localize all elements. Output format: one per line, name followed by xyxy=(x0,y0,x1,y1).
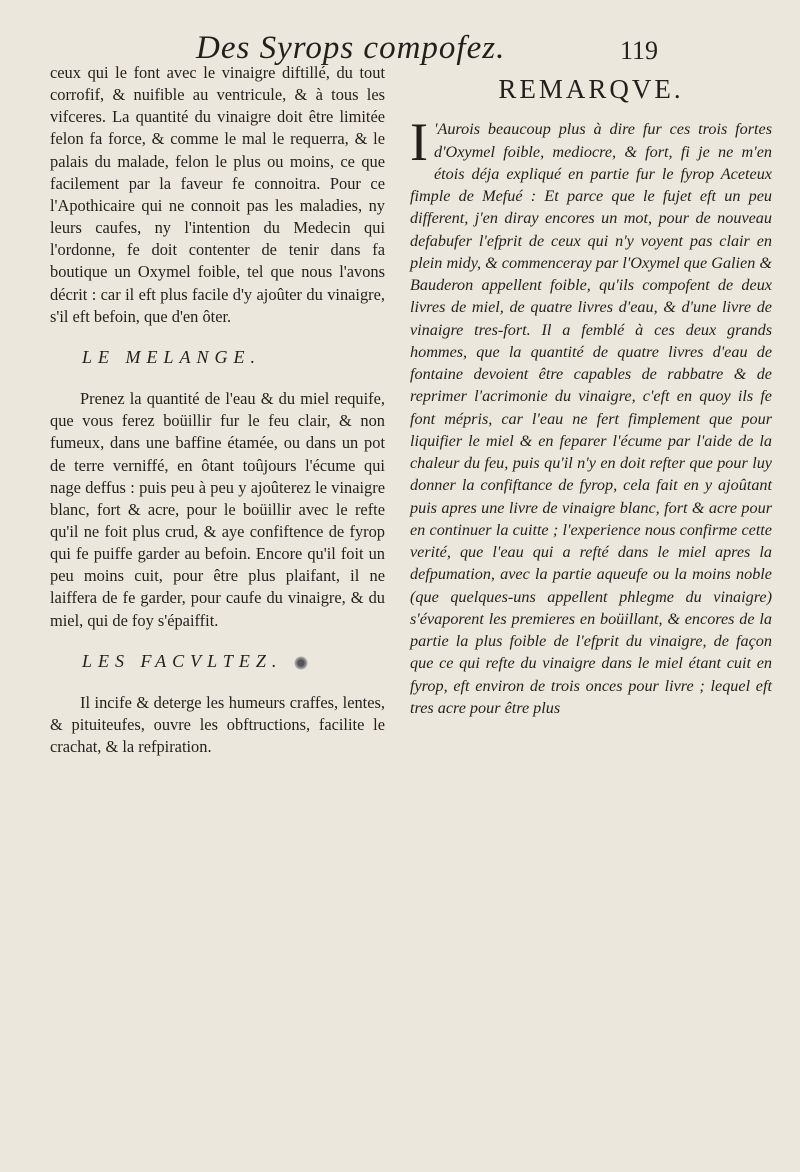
heading-le-melange: LE MELANGE. xyxy=(82,346,262,367)
running-title: Des Syrops compofez. xyxy=(196,30,506,66)
left-column xyxy=(50,62,385,758)
paragraph-remarque xyxy=(410,112,772,719)
ornament-icon xyxy=(294,656,308,670)
heading-remarque: REMARQVE. xyxy=(498,74,684,104)
drop-cap: I xyxy=(410,112,428,173)
paragraph-intro: ceux qui le font avec le vinaigre diftillé, du tout corrofif, & nuifible au ventricule, & à tous les vifceres. La quantité du vinaigre doit être limitée felon fa force, & comme le mal le requerra, & le palais du malade, felon le plus ou moins, ce que facilement par la faveur fe connoitra. Pour ce l'Apothicaire qui ne connoit pas les maladies, ny leurs caufes, ny l'intention du Medecin qui l'ordonne, fe doit contenter de tenir dans fa boutique un Oxymel foible, tel que nous l'avons décrit : car il eft plus facile d'y ajoûter du vinaigre, s'il eft befoin, que d'en ôter. xyxy=(50,63,385,326)
paragraph-melange: Prenez la quantité de l'eau & du miel requife, que vous ferez boüillir fur le feu clair, & non fumeux, dans une baffine étamée, ou dans un pot de terre verniffé, en ôtant toûjours l'écume qui nage deffus : puis peu à peu y ajoûterez le vinaigre blanc, fort & acre, pour le boüillir avec le refte qu'il ne foit plus crud, & aye confiftence de fyrop qui fe puiffe garder au befoin. Encore qu'il foit un peu moins cuit, pour être plus plaifant, il ne laiffera de fe garder, pour caufe du vinaigre, & du miel, qui de foy s'épaiffit. xyxy=(50,389,385,630)
remarque-body: 'Aurois beaucoup plus à dire fur ces trois fortes d'Oxymel foible, mediocre, & fort, fi je ne m'en étois déja expliqué en partie fur le fyrop Aceteux fimple de Mefué : Et parce que le fujet eft un peu different, j'en diray encores un mot, pour de nouveau defabufer l'efprit de ceux qui n'y voyent pas clair en plein midy, & commenceray par l'Oxymel que Galien & Bauderon appellent foible, qu'ils compofent de deux livres de miel, de quatre livres d'eau, & d'une livre de vinaigre tres-fort. Il a femblé à ces deux grands hommes, que la quantité de quatre livres d'eau de fontaine devoient être capables de rabbatre & de reprimer l'acrimonie du vinaigre, c'eft en quoy ils fe font mépris, car l'eau ne fert fimplement que pour liquifier le miel & en feparer l'écume par l'aide de la chaleur du feu, puis qu'il n'y en doit refter que pour luy donner la confiftance de fyrop, cela fait en y ajoûtant puis apres une livre de vinaigre blanc, fort & acre pour en continuer la cuitte ; l'experience nous confirme cette verité, que l'eau qui a refté dans le miel apres la defpumation, avec la partie aqueufe ou la moins noble (que quelques-uns appellent phlegme du vinaigre) s'évaporent les premieres en boüillant, & encores de la partie la plus foible de l'efprit du vinaigre, de façon que ce qui refte du vinaigre dans le miel étant cuit en fyrop, eft environ de trois onces pour livre ; lequel eft tres acre pour être plus xyxy=(410,120,772,717)
paragraph-facultez: Il incife & deterge les humeurs craffes, lentes, & pituiteufes, ouvre les obftructions, facilite le crachat, & la refpiration. xyxy=(50,692,385,757)
heading-les-facultez-text: LES FACVLTEZ. xyxy=(82,650,283,671)
heading-les-facultez xyxy=(82,650,385,672)
right-column xyxy=(410,74,772,719)
page-number: 119 xyxy=(620,36,659,65)
